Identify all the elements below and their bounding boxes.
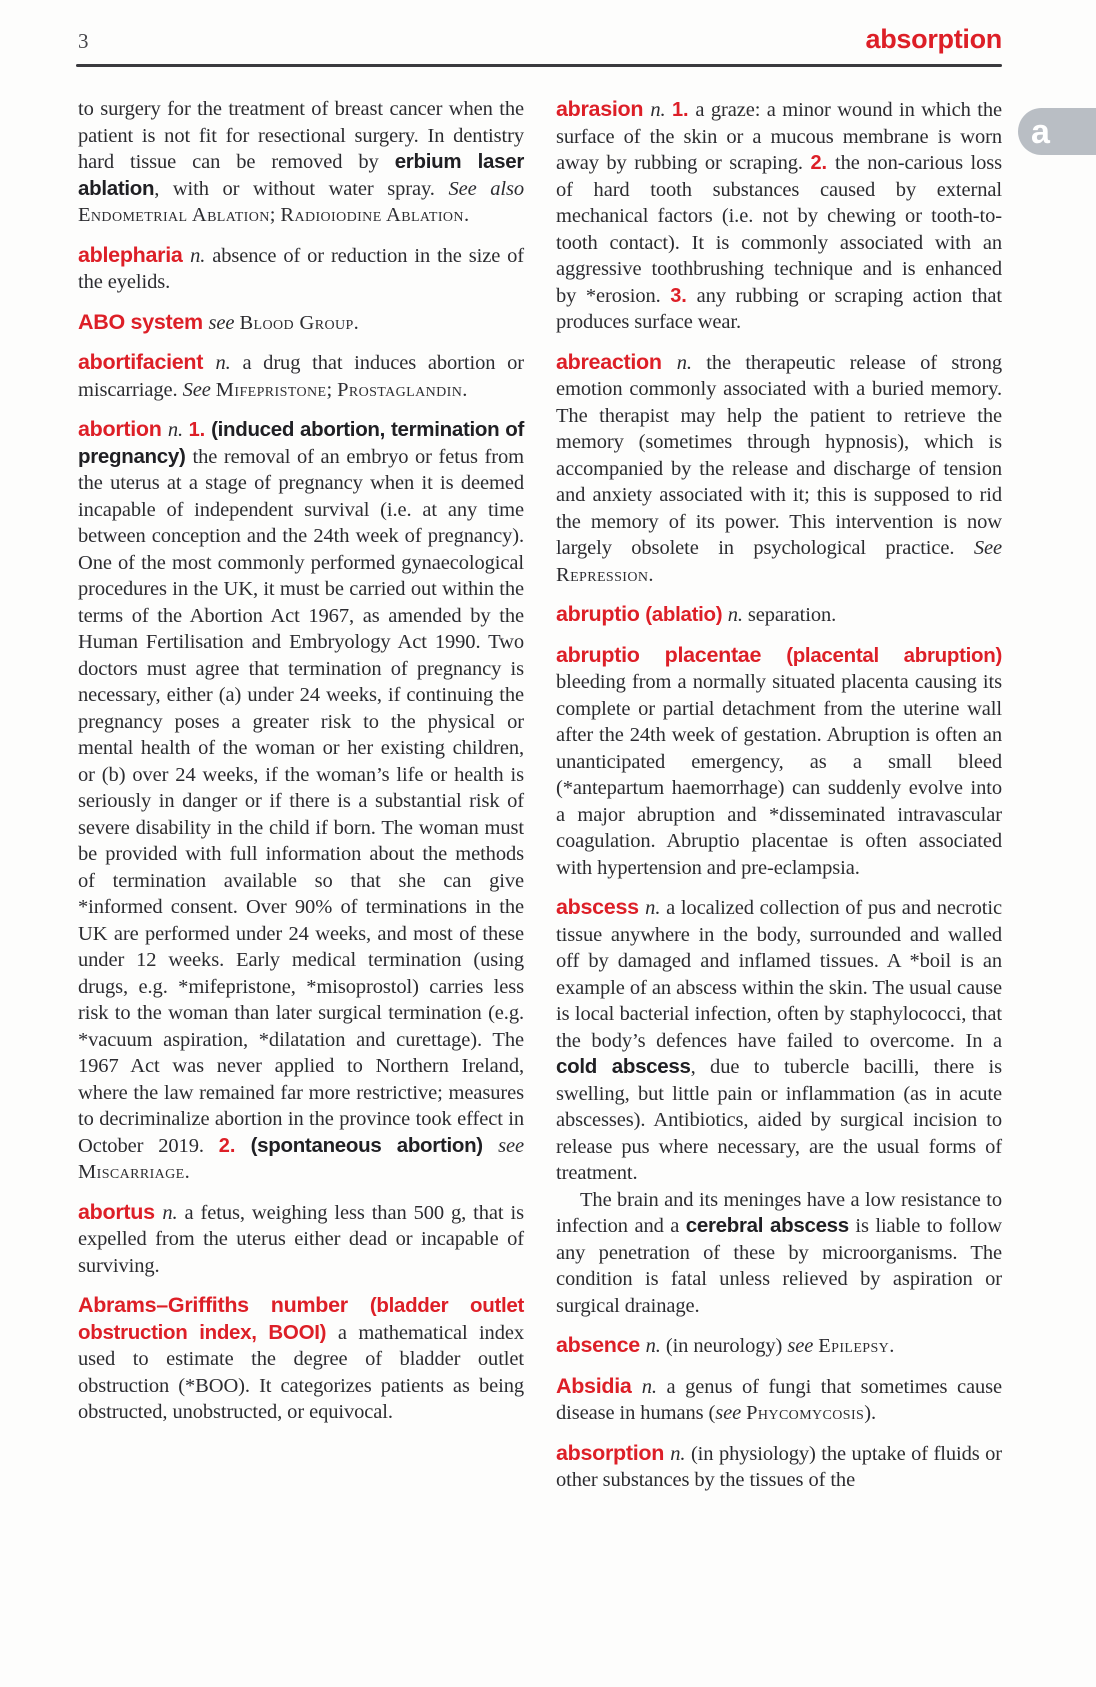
italic-text: see (208, 311, 240, 334)
part-of-speech: n. (641, 1375, 667, 1398)
body-text: separation. (747, 604, 837, 626)
sense-number: 1. (188, 419, 212, 441)
headword-variant: (placental abruption) (786, 643, 1002, 667)
italic-text: see (715, 1402, 747, 1424)
body-text: , due to tubercle bacilli, there is swelling, but little pain or inflammation (as in acute abscesses). Antibiotics, aided by surgical incision to release pus where necessary, are the usual forms of treatment. (556, 1056, 1003, 1184)
body-text: . (353, 311, 359, 334)
entry-ablepharia (78, 242, 524, 296)
part-of-speech: n. (670, 1442, 691, 1465)
body-text: any rubbing or scraping action that produces surface wear. (556, 284, 1003, 333)
headword-variant: (ablatio) (645, 603, 728, 626)
headword: abreaction (556, 349, 677, 374)
entry-absence (556, 1332, 1002, 1360)
entry-abortus (78, 1199, 524, 1280)
entry-abscess (556, 894, 1002, 1319)
body-text: to surgery for the treatment of breast cancer when the patient is not fit for resectional surgery. In dentistry hard tissue can be removed by (78, 98, 524, 173)
part-of-speech: n. (645, 897, 667, 919)
body-text: the therapeutic release of strong emotion commonly associated with a buried memory. The therapist may help the patient to retrieve the memory (sometimes through hypnosis), which is accompanied by the release and discharge of tension and anxiety associated with it; this is supposed to rid the memory of its power. This intervention is now largely obsolete in psychological practice. (556, 351, 1002, 559)
cross-reference: Repression (556, 563, 649, 586)
entry-abrasion (556, 96, 1002, 336)
entry-paragraph (78, 309, 524, 337)
headword: abruptio placentae (556, 642, 787, 667)
body-text: is liable to follow any penetration of these by microorganisms. The condition is fatal unless relieved by aspiration or surgical drainage. (556, 1215, 1002, 1317)
italic-text: see (498, 1134, 525, 1157)
body-text: . (463, 204, 469, 226)
entry-paragraph (556, 96, 1002, 336)
body-text: . (462, 378, 468, 401)
bold-subterm: (spontaneous abortion) (250, 1133, 499, 1157)
body-text: The brain and its meninges have a low resistance to infection and a (556, 1188, 1002, 1237)
thumb-tab-letter: a (1031, 112, 1050, 151)
page-header (78, 24, 1002, 55)
part-of-speech: n. (215, 352, 243, 374)
entry-paragraph (556, 1332, 1002, 1360)
cross-reference: Phycomycosis (746, 1402, 865, 1424)
entry-abrams-griffiths-number (78, 1292, 524, 1426)
cross-reference: Radioiodine Ablation (280, 204, 464, 226)
column-right (556, 96, 1002, 1507)
cross-reference: Miscarriage (78, 1161, 185, 1183)
entry-ablation-continued (78, 96, 524, 229)
page-number: 3 (78, 29, 89, 53)
cross-reference: Mifepristone (215, 378, 327, 401)
headword: abortifacient (78, 350, 216, 374)
body-text: ; (326, 378, 338, 401)
entry-paragraph (78, 416, 524, 1186)
entry-paragraph (556, 894, 1002, 1187)
thumb-tab (1018, 108, 1096, 155)
body-text: (in physiology) the uptake of fluids or other substances by the tissues of the (556, 1442, 1002, 1491)
body-text: bleeding from a normally situated placenta causing its complete or partial detachment from the uterine wall after the 24th week of gestation. Abruption is often an unanticipated emergency, as a small bleed (*antepartum haemorrhage) can suddenly evolve into a major abruption and *disseminated intravascular coagulation. Abruptio placentae is often associated with hypertension and pre-eclampsia. (556, 671, 1002, 879)
bold-subterm: (induced abortion, termination of pregnancy) (78, 418, 525, 468)
cross-reference: Endometrial Ablation (78, 204, 270, 226)
entry-absidia (556, 1373, 1002, 1427)
body-text: a drug that induces abortion or miscarriage. (78, 352, 524, 401)
sense-number: 2. (810, 152, 835, 174)
entry-abo-system (78, 309, 524, 337)
headword-variant: (bladder outlet obstruction index, BOOI) (78, 1294, 524, 1344)
italic-text: See also (448, 177, 524, 200)
body-text: a fetus, weighing less than 500 g, that is expelled from the uterus either dead or incapable of surviving. (78, 1201, 524, 1277)
cross-reference: Blood Group (239, 311, 354, 334)
headword: absence (556, 1333, 646, 1357)
entry-paragraph (556, 642, 1002, 882)
entry-abortifacient (78, 349, 524, 403)
entry-paragraph (556, 1373, 1002, 1427)
body-text: a mathematical index used to estimate the degree of bladder outlet obstruction (*BOO). It categorizes patients as being obstructed, unobstructed, or equivocal. (78, 1321, 524, 1423)
bold-subterm: erbium laser ablation (78, 150, 524, 200)
part-of-speech: n. (727, 604, 748, 626)
body-text: ; (269, 204, 281, 226)
headword: abrasion (556, 97, 651, 121)
cross-reference: Prostaglandin (337, 378, 463, 401)
headword: abortus (78, 1199, 163, 1224)
entry-abortion (78, 416, 524, 1186)
part-of-speech: n. (190, 244, 213, 267)
bold-subterm: cerebral abscess (685, 1214, 849, 1237)
headword: ablepharia (78, 242, 191, 267)
body-text: a graze: a minor wound in which the surface of the skin or a mucous membrane is worn away by rubbing or scraping. (556, 99, 1003, 174)
part-of-speech: n. (162, 1201, 185, 1224)
entry-paragraph (78, 349, 524, 403)
part-of-speech: n. (650, 99, 672, 121)
body-text: absence of or reduction in the size of the eyelids. (78, 244, 524, 293)
entry-paragraph (78, 1292, 524, 1426)
entry-paragraph (556, 349, 1002, 589)
headword: absorption (556, 1440, 671, 1465)
bold-subterm: cold abscess (556, 1055, 691, 1078)
headword: ABO system (78, 309, 209, 334)
entry-paragraph (78, 96, 524, 229)
headword: Absidia (556, 1373, 642, 1398)
dictionary-columns (78, 96, 1002, 1507)
body-text: the removal of an embryo or fetus from the uterus at a stage of pregnancy when it is deemed incapable of independent survival (i.e. at any time between conception and the 24th week of pregnancy). One of the most commonly performed gynaecological procedures in the UK, it must be carried out within the terms of the Abortion Act 1967, as amended by the Human Fertilisation and Embryology Act 1990. Two doctors must agree that termination of pregnancy is necessary, either (a) under 24 weeks, if continuing the pregnancy poses a greater risk to the physical or mental health of the woman or her existing children, or (b) over 24 weeks, if the woman’s life or health is seriously in danger or if there is a substantial risk of severe disability in the child if born. The woman must be provided with full information about the methods of termination available so that she can give *informed consent. Over 90% of terminations in the UK are performed under 24 weeks, and most of these under 12 weeks. Early medical termination (using drugs, e.g. *mifepristone, *misoprostol) carries less risk to the woman than later surgical termination (e.g. *vacuum aspiration, *dilatation and curettage). The 1967 Act was never applied to Northern Ireland, where the law remained far more restrictive; measures to decriminalize abortion in the province took effect in October 2019. (78, 445, 524, 1157)
column-left (78, 96, 524, 1507)
running-head: absorption (865, 24, 1002, 54)
body-text: a genus of fungi that sometimes cause disease in humans ( (556, 1375, 1003, 1424)
body-text: a localized collection of pus and necrotic tissue anywhere in the body, surrounded and walled off by damaged and inflamed tissues. A *boil is an example of an abscess within the skin. The usual cause is local bacterial infection, often by staphylococci, that the body’s defences have failed to overcome. In a (556, 897, 1002, 1052)
italic-text: see (787, 1335, 819, 1357)
headword: abortion (78, 417, 168, 441)
body-text: . (889, 1335, 895, 1357)
header-rule (76, 64, 1002, 67)
italic-text: See (973, 537, 1002, 559)
entry-paragraph (78, 1199, 524, 1280)
entry-abruptio-placentae (556, 642, 1002, 882)
body-text: . (648, 563, 654, 586)
cross-reference: Epilepsy (818, 1335, 890, 1357)
part-of-speech: n. (676, 351, 707, 374)
body-text: . (184, 1161, 190, 1183)
body-text: (in neurology) (665, 1335, 788, 1357)
headword: abruptio (556, 602, 646, 626)
entry-abruptio (556, 601, 1002, 629)
headword: Abrams–Griffiths number (78, 1293, 370, 1317)
headword: abscess (556, 895, 646, 919)
entry-abreaction (556, 349, 1002, 589)
body-text: ). (864, 1402, 877, 1424)
italic-text: See (182, 378, 216, 401)
part-of-speech: n. (167, 419, 189, 441)
sense-number: 1. (672, 99, 696, 121)
body-text: the non-carious loss of hard tooth substances caused by external mechanical factors (i.e. not by chewing or tooth-to-tooth contact). It is commonly associated with an aggressive toothbrushing technique and is enhanced by *erosion. (556, 152, 1002, 307)
entry-paragraph (78, 242, 524, 296)
entry-paragraph (556, 1187, 1002, 1320)
entry-paragraph (556, 601, 1002, 629)
sense-number: 3. (670, 284, 697, 307)
part-of-speech: n. (645, 1335, 666, 1357)
entry-paragraph (556, 1440, 1002, 1494)
entry-absorption (556, 1440, 1002, 1494)
body-text: , with or without water spray. (154, 177, 449, 200)
sense-number: 2. (218, 1134, 251, 1157)
